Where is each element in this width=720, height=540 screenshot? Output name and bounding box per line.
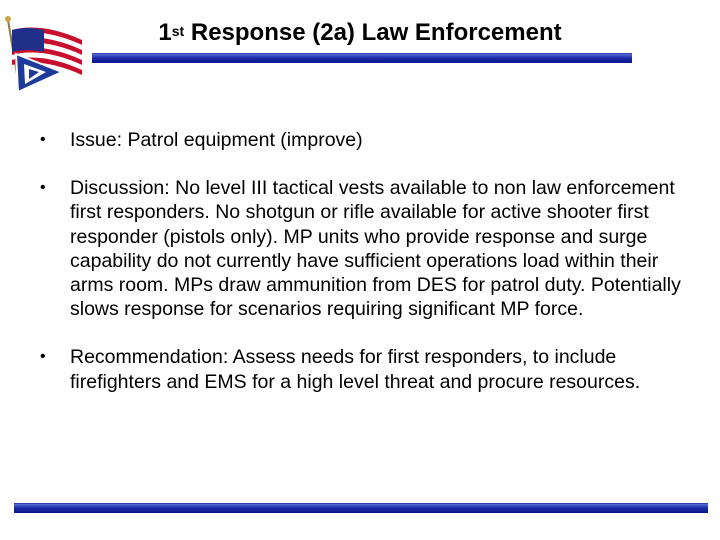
title-divider-bar [92, 53, 632, 63]
flag-triangle-emblem-icon [2, 14, 88, 96]
bullet-discussion: • Discussion: No level III tactical vests available to non law enforcement first responders. No shotgun or rifle available for active shooter first responder (pistols only). MP units who provide response and surge capability do not currently have sufficient operations load within their arms room. MPs draw ammunition from DES for patrol duty. Potentially slows response for scenarios requiring significant MP force. [40, 176, 700, 321]
slide-title: 1st Response (2a) Law Enforcement [158, 19, 562, 46]
bullet-issue: • Issue: Patrol equipment (improve) [40, 128, 700, 152]
bullet-recommendation: • Recommendation: Assess needs for first responders, to include firefighters and EMS for a high level threat and procure resources. [40, 345, 700, 393]
footer-divider-bar [14, 503, 708, 513]
bullet-list [40, 128, 700, 394]
